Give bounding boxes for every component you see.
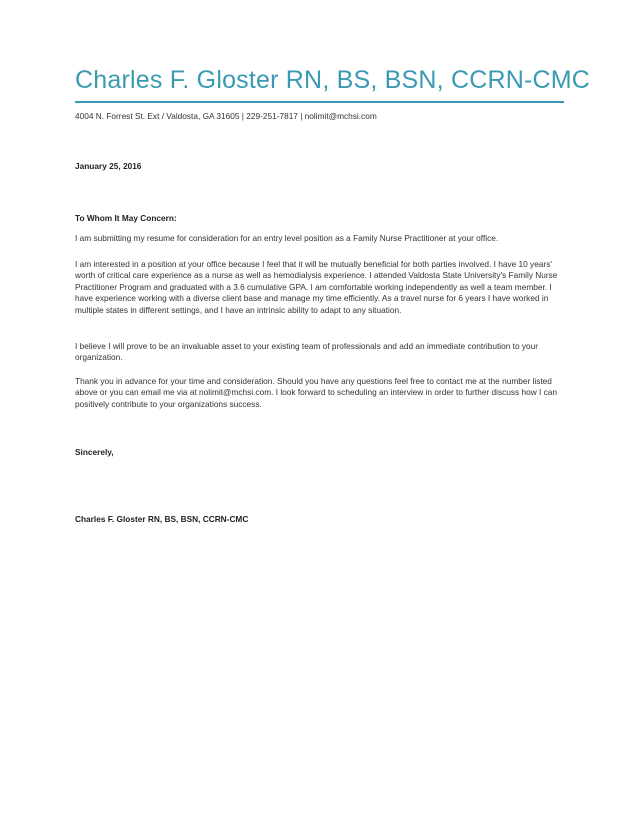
salutation: To Whom It May Concern: xyxy=(75,213,177,223)
letterhead-name: Charles F. Gloster RN, BS, BSN, CCRN-CMC xyxy=(75,66,591,94)
body-paragraph-3: I believe I will prove to be an invaluable asset to your existing team of professionals and add an immediate contribution to your organization. xyxy=(75,341,539,363)
letterhead-address: 4004 N. Forrest St. Ext / Valdosta, GA 31605 | 229-251-7817 | nolimit@mchsi.com xyxy=(75,111,377,121)
closing: Sincerely, xyxy=(75,447,114,457)
body-paragraph-1: I am submitting my resume for consideration for an entry level position as a Family Nurse Practitioner at your office. xyxy=(75,233,499,243)
body-paragraph-2: I am interested in a position at your office because I feel that it will be mutually beneficial for both parties involved. I have 10 years' worth of critical care experience as a nurse as well as hemodialysis experience. I attended Valdosta State University's Family Nurse Practitioner Program and graduated with a 3.6 cumulative GPA. I am comfortable working independently as well a team member. I have experience working with a diverse client base and manage my time efficiently. As a travel nurse for 6 years I have worked in multiple states in different settings, and I have an intrinsic ability to adapt to any situation. xyxy=(75,259,558,315)
header-divider xyxy=(75,101,564,103)
body-paragraph-4: Thank you in advance for your time and consideration. Should you have any questions feel free to contact me at the number listed above or you can email me via at nolimit@mchsi.com. I look forward to scheduling an interview in order to further discuss how I can positively contribute to your organizations success. xyxy=(75,376,558,409)
signature-name: Charles F. Gloster RN, BS, BSN, CCRN-CMC xyxy=(75,514,249,524)
letter-date: January 25, 2016 xyxy=(75,161,142,171)
